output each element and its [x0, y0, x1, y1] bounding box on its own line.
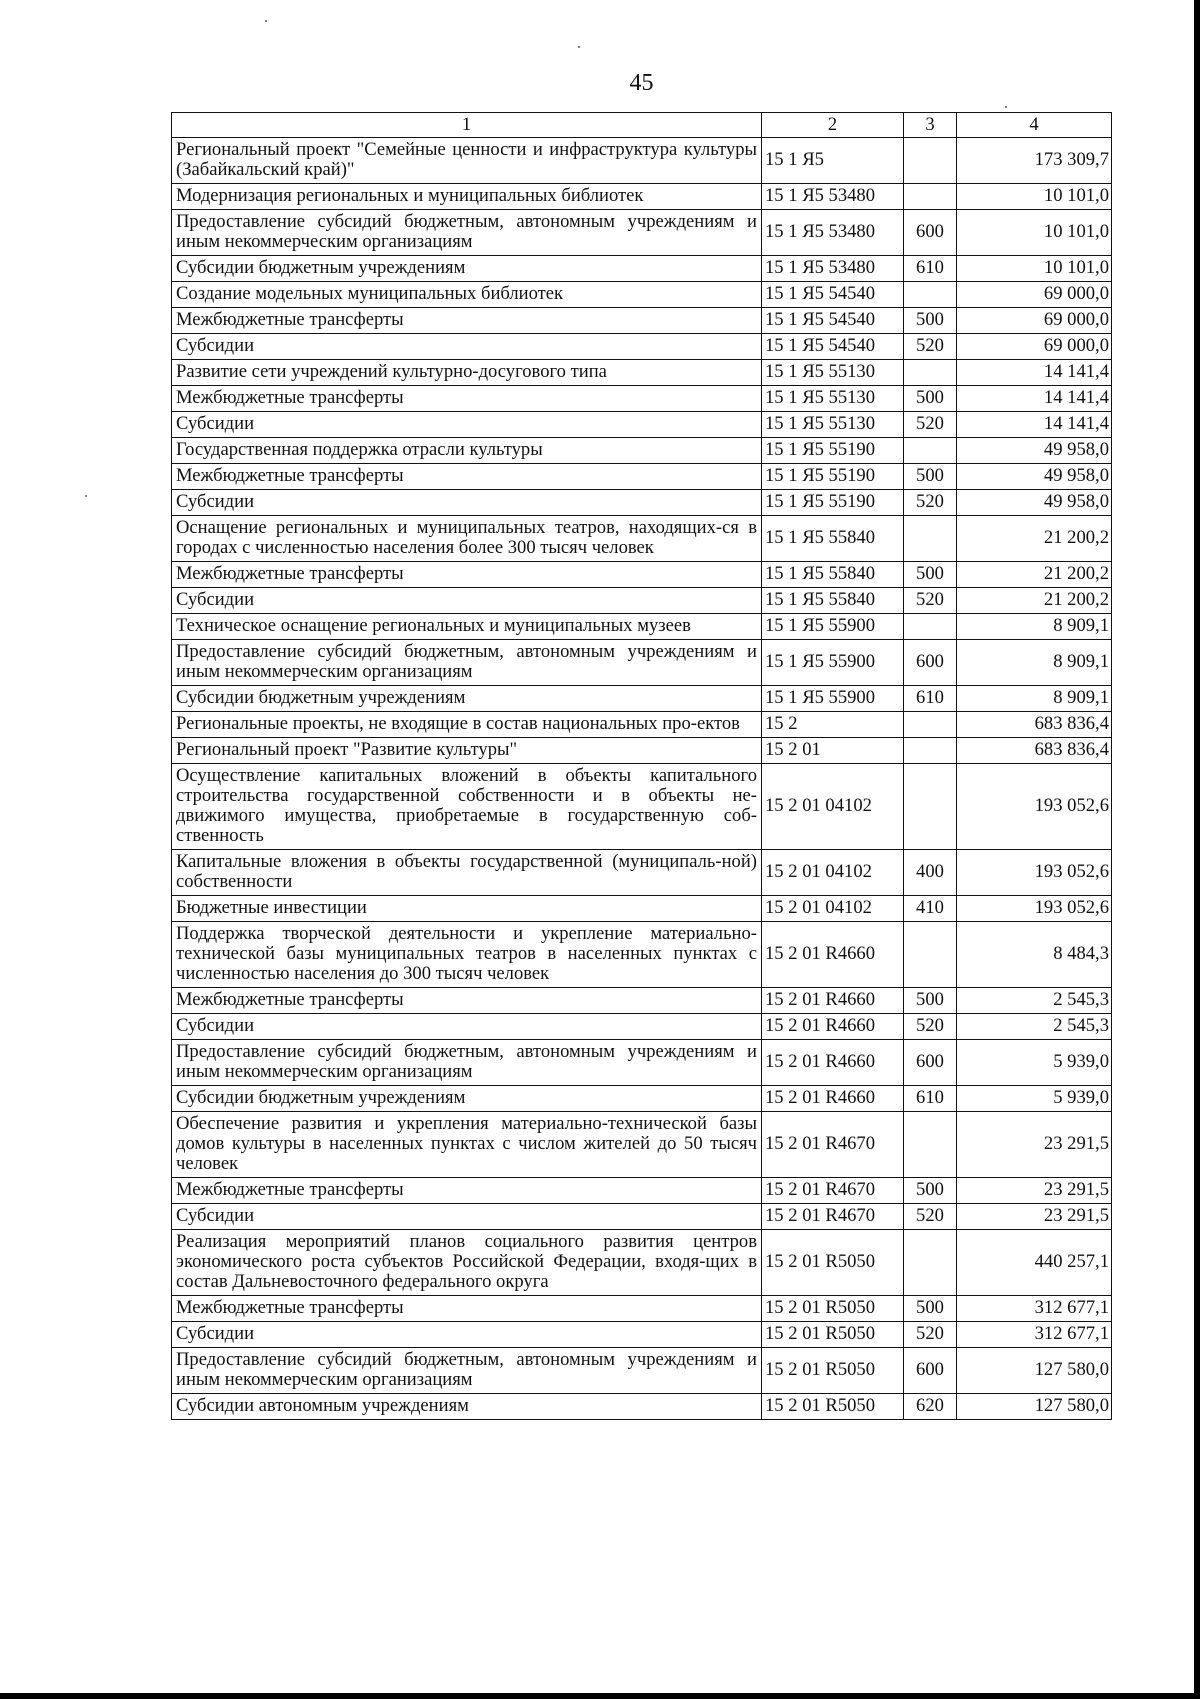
- row-kvr-cell: [904, 1230, 957, 1296]
- row-kvr-cell: [904, 360, 957, 386]
- table-row: [172, 1112, 1112, 1178]
- row-sum-cell: 14 141,4: [957, 360, 1112, 386]
- row-kvr-cell: [904, 1112, 957, 1178]
- row-code-cell: 15 1 Я5 53480: [762, 256, 904, 282]
- row-sum-cell: 312 677,1: [957, 1296, 1112, 1322]
- table-row: [172, 256, 1112, 282]
- row-name-cell: Субсидии бюджетным учреждениям: [172, 1086, 762, 1112]
- row-name-cell: Субсидии: [172, 1204, 762, 1230]
- row-code-cell: 15 1 Я5 53480: [762, 210, 904, 256]
- row-code-cell: 15 1 Я5 55190: [762, 490, 904, 516]
- row-kvr-cell: [904, 184, 957, 210]
- row-name-cell: Субсидии автономным учреждениям: [172, 1394, 762, 1420]
- row-sum-cell: 193 052,6: [957, 896, 1112, 922]
- row-kvr-cell: [904, 516, 957, 562]
- row-code-cell: 15 2 01 R4660: [762, 1086, 904, 1112]
- row-name-cell: Субсидии: [172, 1322, 762, 1348]
- row-sum-cell: 69 000,0: [957, 334, 1112, 360]
- row-name-cell: Межбюджетные трансферты: [172, 1296, 762, 1322]
- row-name-cell: Региональный проект "Развитие культуры": [172, 738, 762, 764]
- row-sum-cell: 193 052,6: [957, 764, 1112, 850]
- table-row: [172, 922, 1112, 988]
- row-kvr-cell: 520: [904, 334, 957, 360]
- scan-border-right: [1194, 0, 1200, 1699]
- row-name-cell: Развитие сети учреждений культурно-досугового типа: [172, 360, 762, 386]
- row-sum-cell: 127 580,0: [957, 1348, 1112, 1394]
- row-kvr-cell: [904, 282, 957, 308]
- row-sum-cell: 127 580,0: [957, 1394, 1112, 1420]
- row-code-cell: 15 2 01 R4670: [762, 1112, 904, 1178]
- row-name-cell: Субсидии: [172, 588, 762, 614]
- row-sum-cell: 8 909,1: [957, 640, 1112, 686]
- row-kvr-cell: 500: [904, 308, 957, 334]
- row-kvr-cell: 520: [904, 1204, 957, 1230]
- table-row: [172, 464, 1112, 490]
- row-sum-cell: 49 958,0: [957, 490, 1112, 516]
- scan-speck: [85, 495, 87, 497]
- row-code-cell: 15 2 01: [762, 738, 904, 764]
- row-name-cell: Межбюджетные трансферты: [172, 464, 762, 490]
- row-sum-cell: 21 200,2: [957, 516, 1112, 562]
- row-code-cell: 15 1 Я5 55130: [762, 412, 904, 438]
- row-kvr-cell: 500: [904, 988, 957, 1014]
- row-name-cell: Предоставление субсидий бюджетным, автономным учреждениям и иным некоммерческим организациям: [172, 210, 762, 256]
- table-row: [172, 614, 1112, 640]
- row-code-cell: 15 1 Я5 55130: [762, 360, 904, 386]
- row-sum-cell: 23 291,5: [957, 1204, 1112, 1230]
- row-name-cell: Межбюджетные трансферты: [172, 386, 762, 412]
- row-sum-cell: 14 141,4: [957, 386, 1112, 412]
- table-row: [172, 1230, 1112, 1296]
- budget-table: [171, 112, 1112, 1420]
- row-code-cell: 15 1 Я5: [762, 138, 904, 184]
- row-sum-cell: 2 545,3: [957, 1014, 1112, 1040]
- scan-speck: [578, 46, 580, 48]
- row-kvr-cell: 520: [904, 490, 957, 516]
- row-kvr-cell: [904, 738, 957, 764]
- table-body: [172, 138, 1112, 1420]
- row-name-cell: Субсидии: [172, 490, 762, 516]
- table-row: [172, 1040, 1112, 1086]
- row-code-cell: 15 1 Я5 55130: [762, 386, 904, 412]
- table-row: [172, 686, 1112, 712]
- row-code-cell: 15 1 Я5 55190: [762, 438, 904, 464]
- table-row: [172, 738, 1112, 764]
- row-kvr-cell: [904, 614, 957, 640]
- row-name-cell: Техническое оснащение региональных и муниципальных музеев: [172, 614, 762, 640]
- row-sum-cell: 23 291,5: [957, 1178, 1112, 1204]
- budget-table-container: [171, 112, 1111, 1420]
- table-row: [172, 1178, 1112, 1204]
- table-row: [172, 896, 1112, 922]
- row-sum-cell: 8 484,3: [957, 922, 1112, 988]
- row-name-cell: Модернизация региональных и муниципальных библиотек: [172, 184, 762, 210]
- row-name-cell: Предоставление субсидий бюджетным, автономным учреждениям и иным некоммерческим организациям: [172, 640, 762, 686]
- row-name-cell: Субсидии: [172, 334, 762, 360]
- row-code-cell: 15 1 Я5 55900: [762, 614, 904, 640]
- table-row: [172, 850, 1112, 896]
- scan-border-bottom: [0, 1693, 1200, 1699]
- table-row: [172, 1014, 1112, 1040]
- row-sum-cell: 683 836,4: [957, 712, 1112, 738]
- row-code-cell: 15 2 01 R4660: [762, 988, 904, 1014]
- row-kvr-cell: 520: [904, 1322, 957, 1348]
- row-sum-cell: 5 939,0: [957, 1086, 1112, 1112]
- row-name-cell: Поддержка творческой деятельности и укрепление материально-технической базы муниципальных театров в населенных пунктах с численностью населения до 300 тысяч человек: [172, 922, 762, 988]
- table-row: [172, 184, 1112, 210]
- header-col-4: 4: [957, 113, 1112, 138]
- row-sum-cell: 14 141,4: [957, 412, 1112, 438]
- row-code-cell: 15 2 01 04102: [762, 764, 904, 850]
- row-code-cell: 15 2 01 R5050: [762, 1296, 904, 1322]
- header-col-1: 1: [172, 113, 762, 138]
- row-code-cell: 15 1 Я5 54540: [762, 282, 904, 308]
- row-kvr-cell: 520: [904, 412, 957, 438]
- row-sum-cell: 49 958,0: [957, 464, 1112, 490]
- page-number: 45: [629, 70, 654, 96]
- row-code-cell: 15 1 Я5 53480: [762, 184, 904, 210]
- row-kvr-cell: 610: [904, 256, 957, 282]
- row-code-cell: 15 1 Я5 55900: [762, 640, 904, 686]
- table-row: [172, 334, 1112, 360]
- row-name-cell: Региональные проекты, не входящие в состав национальных про-ектов: [172, 712, 762, 738]
- row-kvr-cell: [904, 922, 957, 988]
- row-code-cell: 15 2 01 R5050: [762, 1230, 904, 1296]
- row-sum-cell: 10 101,0: [957, 184, 1112, 210]
- row-kvr-cell: 620: [904, 1394, 957, 1420]
- row-code-cell: 15 1 Я5 54540: [762, 308, 904, 334]
- row-name-cell: Капитальные вложения в объекты государственной (муниципаль-ной) собственности: [172, 850, 762, 896]
- table-row: [172, 1204, 1112, 1230]
- row-kvr-cell: [904, 764, 957, 850]
- row-sum-cell: 312 677,1: [957, 1322, 1112, 1348]
- scan-speck: [265, 20, 267, 22]
- row-kvr-cell: 500: [904, 562, 957, 588]
- row-name-cell: Государственная поддержка отрасли культуры: [172, 438, 762, 464]
- row-kvr-cell: [904, 138, 957, 184]
- table-row: [172, 516, 1112, 562]
- row-code-cell: 15 2 01 R4670: [762, 1204, 904, 1230]
- row-kvr-cell: 520: [904, 588, 957, 614]
- row-name-cell: Субсидии бюджетным учреждениям: [172, 686, 762, 712]
- row-sum-cell: 8 909,1: [957, 686, 1112, 712]
- header-col-3: 3: [904, 113, 957, 138]
- row-name-cell: Субсидии: [172, 412, 762, 438]
- row-name-cell: Межбюджетные трансферты: [172, 1178, 762, 1204]
- table-row: [172, 138, 1112, 184]
- row-kvr-cell: 500: [904, 464, 957, 490]
- row-code-cell: 15 1 Я5 55190: [762, 464, 904, 490]
- table-row: [172, 282, 1112, 308]
- row-name-cell: Межбюджетные трансферты: [172, 562, 762, 588]
- row-name-cell: Осуществление капитальных вложений в объекты капитального строительства государственной собственности и в объекты не-движимого имущества, приобретаемые в государственную соб-ственность: [172, 764, 762, 850]
- row-sum-cell: 5 939,0: [957, 1040, 1112, 1086]
- row-sum-cell: 2 545,3: [957, 988, 1112, 1014]
- row-code-cell: 15 1 Я5 55900: [762, 686, 904, 712]
- row-name-cell: Обеспечение развития и укрепления материально-технической базы домов культуры в населенных пунктах с числом жителей до 50 тысяч человек: [172, 1112, 762, 1178]
- row-kvr-cell: 520: [904, 1014, 957, 1040]
- row-code-cell: 15 2 01 R5050: [762, 1322, 904, 1348]
- row-kvr-cell: 500: [904, 1178, 957, 1204]
- table-row: [172, 308, 1112, 334]
- row-code-cell: 15 2 01 R5050: [762, 1394, 904, 1420]
- row-code-cell: 15 1 Я5 54540: [762, 334, 904, 360]
- row-code-cell: 15 1 Я5 55840: [762, 562, 904, 588]
- row-name-cell: Реализация мероприятий планов социального развития центров экономического роста субъектов Российской Федерации, входя-щих в состав Дальневосточного федерального округа: [172, 1230, 762, 1296]
- row-name-cell: Субсидии бюджетным учреждениям: [172, 256, 762, 282]
- row-sum-cell: 69 000,0: [957, 282, 1112, 308]
- scan-speck: [1005, 106, 1007, 108]
- row-kvr-cell: 600: [904, 1348, 957, 1394]
- row-sum-cell: 173 309,7: [957, 138, 1112, 184]
- row-sum-cell: 10 101,0: [957, 256, 1112, 282]
- row-code-cell: 15 2 01 R4670: [762, 1178, 904, 1204]
- table-row: [172, 1296, 1112, 1322]
- row-name-cell: Предоставление субсидий бюджетным, автономным учреждениям и иным некоммерческим организациям: [172, 1040, 762, 1086]
- row-code-cell: 15 1 Я5 55840: [762, 516, 904, 562]
- row-kvr-cell: 500: [904, 386, 957, 412]
- row-code-cell: 15 2 01 R4660: [762, 1014, 904, 1040]
- row-sum-cell: 8 909,1: [957, 614, 1112, 640]
- table-row: [172, 210, 1112, 256]
- table-row: [172, 412, 1112, 438]
- table-row: [172, 588, 1112, 614]
- table-row: [172, 640, 1112, 686]
- row-kvr-cell: [904, 712, 957, 738]
- header-col-2: 2: [762, 113, 904, 138]
- row-kvr-cell: 610: [904, 1086, 957, 1112]
- table-row: [172, 1348, 1112, 1394]
- row-sum-cell: 21 200,2: [957, 562, 1112, 588]
- row-kvr-cell: 600: [904, 640, 957, 686]
- row-kvr-cell: 410: [904, 896, 957, 922]
- table-row: [172, 1394, 1112, 1420]
- row-sum-cell: 683 836,4: [957, 738, 1112, 764]
- row-sum-cell: 440 257,1: [957, 1230, 1112, 1296]
- row-name-cell: Создание модельных муниципальных библиотек: [172, 282, 762, 308]
- table-row: [172, 360, 1112, 386]
- row-sum-cell: 193 052,6: [957, 850, 1112, 896]
- row-sum-cell: 23 291,5: [957, 1112, 1112, 1178]
- table-row: [172, 490, 1112, 516]
- row-sum-cell: 69 000,0: [957, 308, 1112, 334]
- row-kvr-cell: 500: [904, 1296, 957, 1322]
- table-row: [172, 988, 1112, 1014]
- row-code-cell: 15 2 01 R4660: [762, 922, 904, 988]
- row-kvr-cell: 600: [904, 210, 957, 256]
- row-code-cell: 15 2: [762, 712, 904, 738]
- table-row: [172, 386, 1112, 412]
- row-code-cell: 15 2 01 04102: [762, 850, 904, 896]
- table-row: [172, 1086, 1112, 1112]
- row-name-cell: Бюджетные инвестиции: [172, 896, 762, 922]
- row-name-cell: Субсидии: [172, 1014, 762, 1040]
- row-kvr-cell: 600: [904, 1040, 957, 1086]
- row-name-cell: Предоставление субсидий бюджетным, автономным учреждениям и иным некоммерческим организациям: [172, 1348, 762, 1394]
- table-row: [172, 438, 1112, 464]
- row-code-cell: 15 1 Я5 55840: [762, 588, 904, 614]
- row-kvr-cell: 400: [904, 850, 957, 896]
- row-code-cell: 15 2 01 R4660: [762, 1040, 904, 1086]
- row-name-cell: Региональный проект "Семейные ценности и инфраструктура культуры (Забайкальский край)": [172, 138, 762, 184]
- table-row: [172, 764, 1112, 850]
- row-sum-cell: 21 200,2: [957, 588, 1112, 614]
- row-sum-cell: 49 958,0: [957, 438, 1112, 464]
- row-name-cell: Оснащение региональных и муниципальных театров, находящих-ся в городах с численностью населения более 300 тысяч человек: [172, 516, 762, 562]
- table-row: [172, 712, 1112, 738]
- row-name-cell: Межбюджетные трансферты: [172, 308, 762, 334]
- row-kvr-cell: [904, 438, 957, 464]
- row-code-cell: 15 2 01 04102: [762, 896, 904, 922]
- row-code-cell: 15 2 01 R5050: [762, 1348, 904, 1394]
- header-row: [172, 113, 1112, 138]
- table-row: [172, 1322, 1112, 1348]
- row-sum-cell: 10 101,0: [957, 210, 1112, 256]
- row-kvr-cell: 610: [904, 686, 957, 712]
- row-name-cell: Межбюджетные трансферты: [172, 988, 762, 1014]
- table-row: [172, 562, 1112, 588]
